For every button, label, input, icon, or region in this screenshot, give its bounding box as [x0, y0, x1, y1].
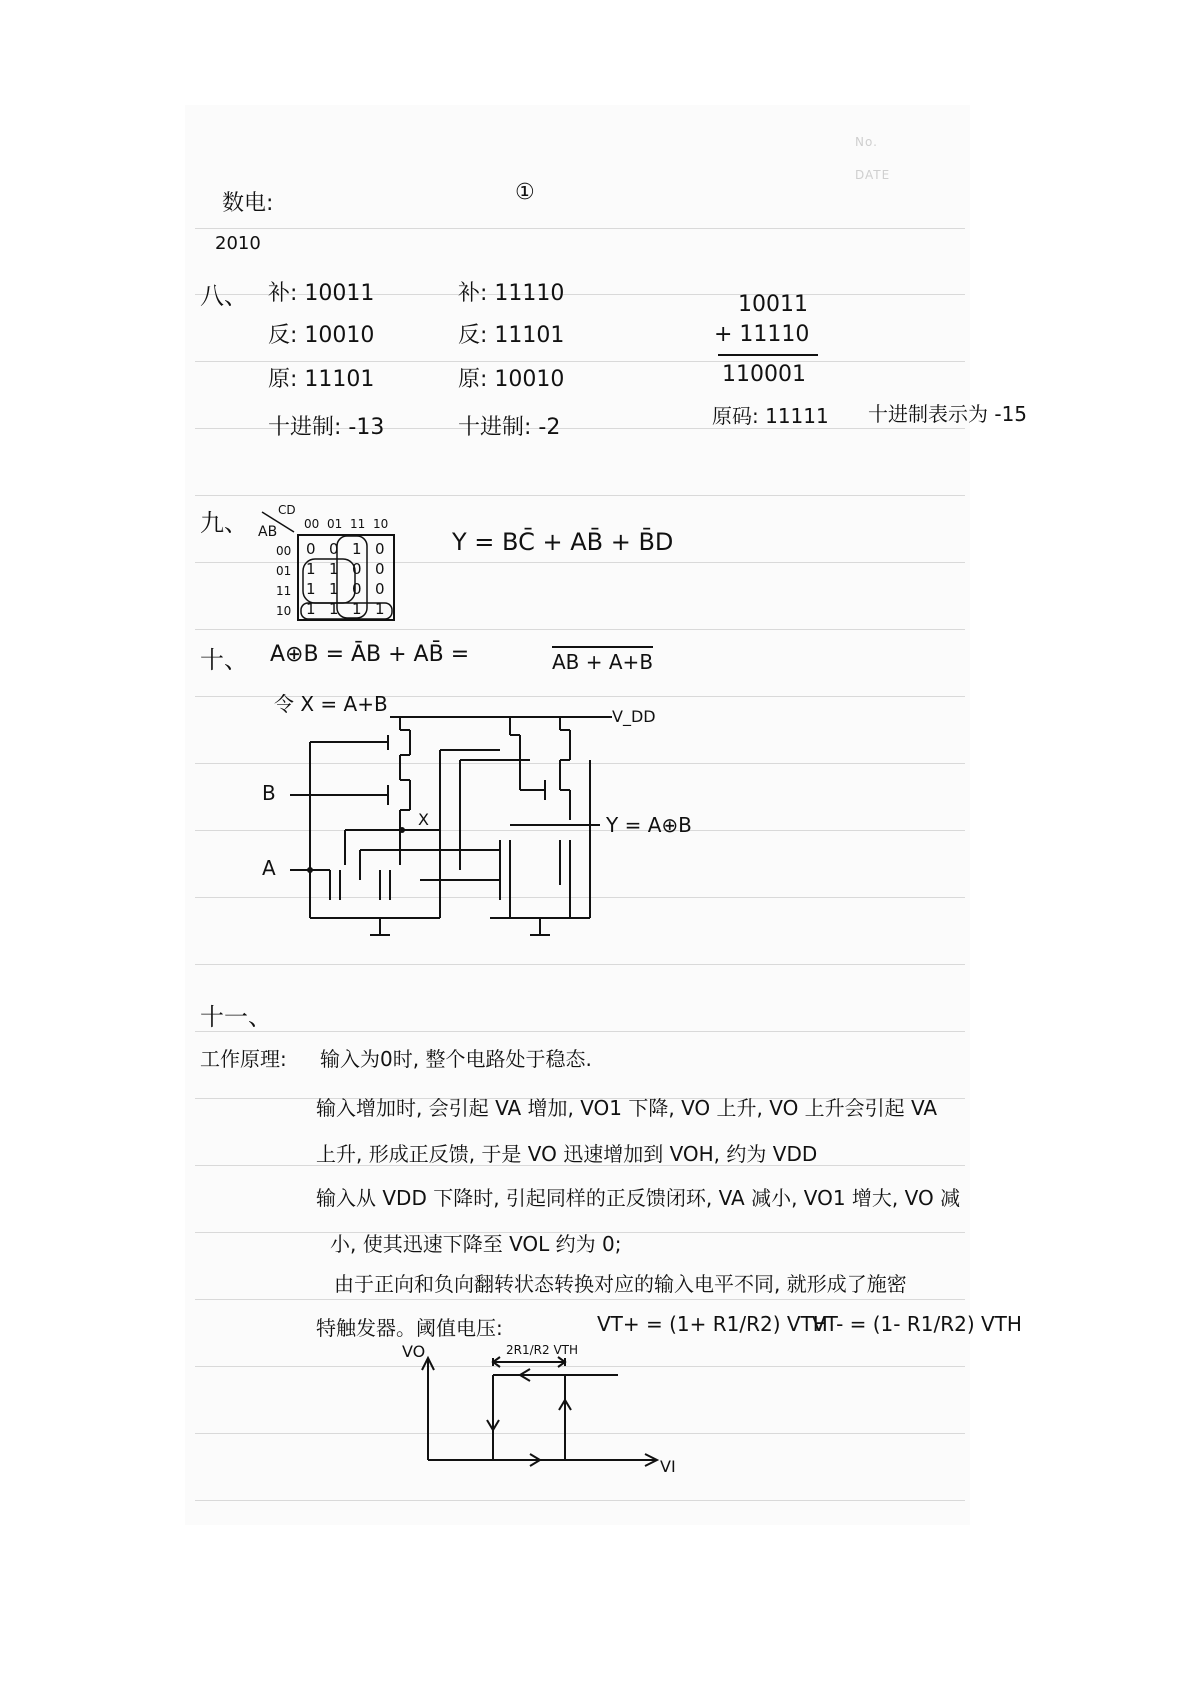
- year: 2010: [215, 233, 261, 254]
- q9-number: 九、: [200, 509, 248, 537]
- q8-c2-complement: 补: 11110: [458, 281, 565, 306]
- page-number: ①: [515, 180, 535, 205]
- node-x-label: X: [418, 810, 429, 829]
- kmap-cell: 0: [352, 560, 362, 578]
- kmap-row-header: 01: [276, 564, 292, 578]
- q11-line: 输入为0时, 整个电路处于稳态.: [320, 1047, 592, 1071]
- q11-line: 由于正向和负向翻转状态转换对应的输入电平不同, 就形成了施密: [334, 1272, 907, 1296]
- kmap-cell: 1: [375, 600, 385, 618]
- graph-width-label: 2R1/R2 VTH: [506, 1343, 578, 1357]
- kmap-cell: 1: [352, 600, 362, 618]
- q8-c1-decimal: 十进制: -13: [268, 415, 385, 440]
- q11-line: 输入从 VDD 下降时, 引起同样的正反馈闭环, VA 减小, VO1 增大, VO 减: [316, 1186, 961, 1210]
- kmap-cell: 0: [375, 540, 385, 558]
- output-label: Y = A⊕B: [606, 813, 692, 837]
- vdd-label: V_DD: [612, 707, 656, 726]
- kmap-cell: 1: [306, 560, 316, 578]
- kmap-row-header: 00: [276, 544, 292, 558]
- kmap-row-header: 11: [276, 584, 292, 598]
- q8-c2-original: 原: 10010: [458, 367, 565, 392]
- kmap-col-header: 00: [304, 517, 320, 531]
- q10-let: 令 X = A+B: [274, 692, 388, 716]
- q8-c1-ones: 反: 10010: [268, 323, 375, 348]
- kmap-corner-cd: CD: [278, 503, 296, 517]
- q10-equation-rhs: AB + A+B: [552, 646, 653, 674]
- subject-title: 数电:: [222, 191, 274, 216]
- q8-addend-a: 10011: [738, 292, 808, 317]
- kmap-cell: 1: [306, 580, 316, 598]
- q9-expression: Y = BC̄ + AB̄ + B̄D: [452, 528, 674, 556]
- kmap-cell: 0: [329, 540, 339, 558]
- kmap-col-header: 10: [373, 517, 389, 531]
- q11-line: 上升, 形成正反馈, 于是 VO 迅速增加到 VOH, 约为 VDD: [316, 1142, 818, 1166]
- kmap-cell: 1: [329, 600, 339, 618]
- date-label: DATE: [855, 168, 891, 182]
- q8-c2-decimal: 十进制: -2: [458, 415, 561, 440]
- kmap-row-header: 10: [276, 604, 292, 618]
- vt-minus-formula: VT- = (1- R1/R2) VTH: [812, 1312, 1022, 1336]
- kmap-cell: 1: [329, 560, 339, 578]
- kmap-cell: 1: [329, 580, 339, 598]
- q10-number: 十、: [200, 646, 248, 674]
- q8-result-decimal: 十进制表示为 -15: [868, 402, 1028, 426]
- kmap-col-header: 11: [350, 517, 366, 531]
- q8-c1-complement: 补: 10011: [268, 281, 375, 306]
- q11-line: 特触发器。阈值电压:: [316, 1316, 503, 1340]
- graph-y-label: VO: [402, 1342, 426, 1361]
- q8-c1-original: 原: 11101: [268, 367, 375, 392]
- kmap-cell: 0: [352, 580, 362, 598]
- kmap-cell: 0: [306, 540, 316, 558]
- q8-number: 八、: [200, 282, 248, 310]
- kmap-cell: 0: [375, 580, 385, 598]
- q8-addend-b: + 11110: [714, 322, 810, 347]
- kmap-cell: 1: [352, 540, 362, 558]
- input-a-label: A: [262, 856, 276, 880]
- q11-number: 十一、: [200, 1003, 272, 1031]
- q11-line: 输入增加时, 会引起 VA 增加, VO1 下降, VO 上升, VO 上升会引起 VA: [316, 1096, 938, 1120]
- graph-x-label: VI: [660, 1457, 676, 1476]
- no-label: No.: [855, 135, 878, 149]
- q8-result-code: 原码: 11111: [712, 404, 829, 428]
- q8-c2-ones: 反: 11101: [458, 323, 565, 348]
- q11-label: 工作原理:: [200, 1047, 287, 1071]
- q11-line: 小, 使其迅速下降至 VOL 约为 0;: [330, 1232, 622, 1256]
- q10-equation: A⊕B = ĀB + AB̄ =: [270, 642, 470, 667]
- kmap-col-header: 01: [327, 517, 343, 531]
- kmap-cell: 0: [375, 560, 385, 578]
- input-b-label: B: [262, 781, 276, 805]
- vt-plus-formula: VT+ = (1+ R1/R2) VTH: [597, 1312, 828, 1336]
- kmap-corner-ab: AB: [258, 524, 278, 540]
- kmap-cell: 1: [306, 600, 316, 618]
- q8-sum: 110001: [722, 362, 806, 387]
